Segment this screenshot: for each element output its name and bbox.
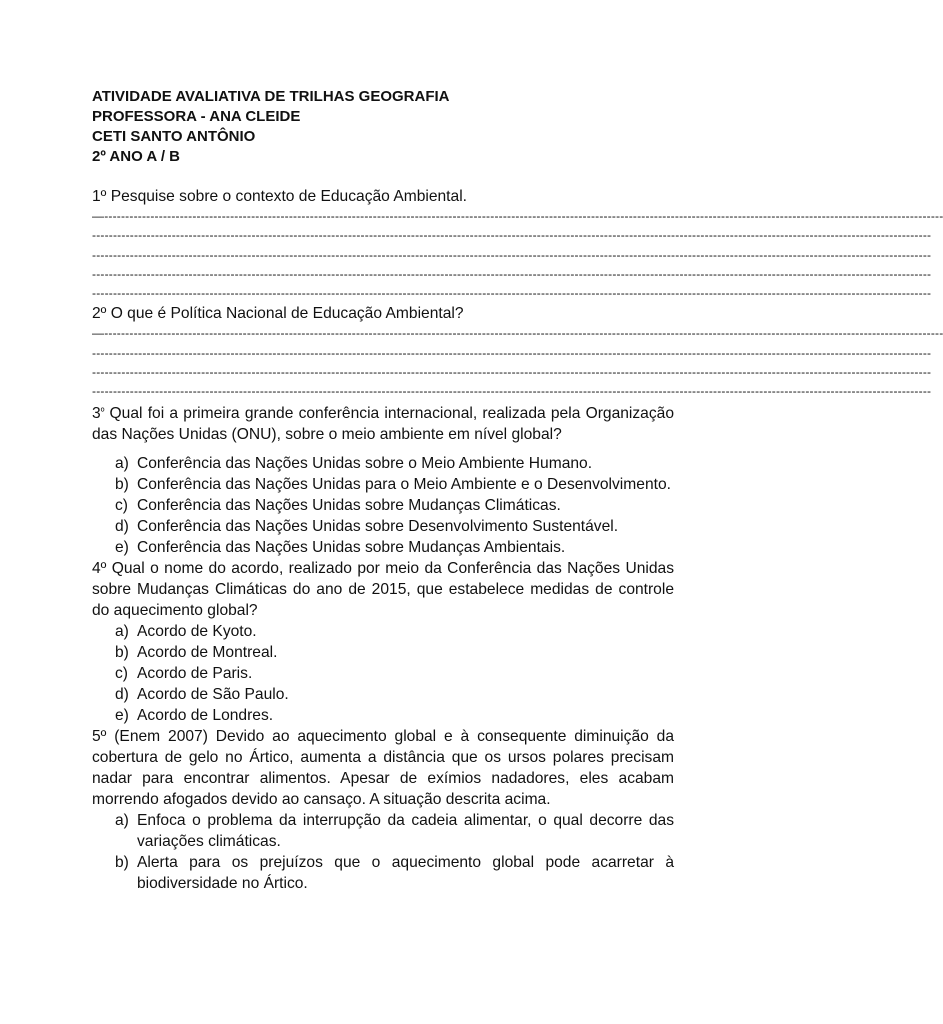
option-letter: d) bbox=[115, 517, 129, 535]
option-item[interactable] bbox=[92, 474, 674, 495]
option-text: Acordo de Londres. bbox=[137, 706, 274, 724]
question-2-text: 2º O que é Política Nacional de Educação Ambiental? bbox=[92, 305, 464, 323]
question-3-ordinal: º bbox=[100, 406, 105, 418]
option-text: Enfoca o problema da interrupção da cadeia alimentar, o qual decorre das variações climáticas. bbox=[137, 811, 674, 850]
option-text: Acordo de Kyoto. bbox=[137, 622, 257, 640]
option-item[interactable] bbox=[92, 705, 674, 726]
answer-line[interactable]: -------------------------------------------------------------------------------------------------------------------------------------------------------------------------------------------------------- bbox=[92, 365, 932, 380]
header-school: CETI SANTO ANTÔNIO bbox=[92, 128, 256, 145]
question-3 bbox=[92, 402, 674, 558]
question-3-text bbox=[92, 402, 674, 445]
option-item[interactable] bbox=[92, 495, 674, 516]
question-5 bbox=[92, 726, 674, 894]
option-letter: b) bbox=[115, 643, 129, 661]
option-letter: d) bbox=[115, 685, 129, 703]
header-title: ATIVIDADE AVALIATIVA DE TRILHAS GEOGRAFIA bbox=[92, 88, 450, 105]
question-4 bbox=[92, 558, 674, 726]
option-letter: a) bbox=[115, 622, 129, 640]
option-letter: c) bbox=[115, 664, 128, 682]
option-text: Conferência das Nações Unidas sobre o Meio Ambiente Humano. bbox=[137, 454, 593, 472]
spacer bbox=[92, 445, 674, 453]
option-letter: a) bbox=[115, 811, 129, 829]
option-item[interactable] bbox=[92, 537, 674, 558]
answer-line[interactable]: -------------------------------------------------------------------------------------------------------------------------------------------------------------------------------------------------------- bbox=[92, 247, 932, 262]
question-1-answer-lines[interactable] bbox=[92, 207, 943, 303]
option-item[interactable] bbox=[92, 621, 674, 642]
option-letter: e) bbox=[115, 706, 129, 724]
answer-line[interactable]: -------------------------------------------------------------------------------------------------------------------------------------------------------------------------------------------------------- bbox=[92, 266, 932, 281]
option-text: Acordo de Montreal. bbox=[137, 643, 278, 661]
header-gap bbox=[92, 167, 674, 186]
option-text: Alerta para os prejuízos que o aquecimento global pode acarretar à biodiversidade no Ártico. bbox=[137, 853, 674, 892]
option-item[interactable] bbox=[92, 642, 674, 663]
question-4-text: 4º Qual o nome do acordo, realizado por meio da Conferência das Nações Unidas sobre Mudanças Climáticas do ano de 2015, que estabelece medidas de controle do aquecimento global? bbox=[92, 559, 674, 619]
option-text: Acordo de São Paulo. bbox=[137, 685, 289, 703]
header-teacher: PROFESSORA - ANA CLEIDE bbox=[92, 108, 301, 125]
question-5-text: 5º (Enem 2007) Devido ao aquecimento global e à consequente diminuição da cobertura de gelo no Ártico, aumenta a distância que os ursos polares precisam nadar para encontrar alimentos. Apesar de exímios nadadores, eles acabam morrendo afogados devido ao cansaço. A situação descrita acima. bbox=[92, 727, 674, 808]
option-text: Conferência das Nações Unidas sobre Desenvolvimento Sustentável. bbox=[137, 517, 619, 535]
option-letter: c) bbox=[115, 496, 128, 514]
answer-line[interactable]: -------------------------------------------------------------------------------------------------------------------------------------------------------------------------------------------------------- bbox=[92, 384, 932, 399]
option-text: Conferência das Nações Unidas sobre Mudanças Climáticas. bbox=[137, 496, 561, 514]
question-2 bbox=[92, 303, 943, 401]
option-item[interactable] bbox=[92, 453, 674, 474]
question-2-answer-lines[interactable] bbox=[92, 324, 943, 401]
question-5-options bbox=[92, 810, 674, 894]
question-4-options bbox=[92, 621, 674, 726]
answer-line[interactable]: -------------------------------------------------------------------------------------------------------------------------------------------------------------------------------------------------------- bbox=[92, 228, 932, 243]
question-1 bbox=[92, 186, 943, 303]
option-item[interactable] bbox=[92, 810, 674, 852]
document-header bbox=[92, 87, 674, 167]
option-item[interactable] bbox=[92, 663, 674, 684]
answer-line[interactable]: — -------------------------------------------------------------------------------------------------------------------------------------------------------------------------------------------------------- bbox=[92, 207, 674, 226]
answer-line[interactable]: -------------------------------------------------------------------------------------------------------------------------------------------------------------------------------------------------------- bbox=[92, 286, 932, 301]
answer-line[interactable]: -------------------------------------------------------------------------------------------------------------------------------------------------------------------------------------------------------- bbox=[92, 345, 932, 360]
answer-line[interactable]: — -------------------------------------------------------------------------------------------------------------------------------------------------------------------------------------------------------- bbox=[92, 324, 674, 343]
question-1-text: 1º Pesquise sobre o contexto de Educação Ambiental. bbox=[92, 188, 467, 205]
option-letter: a) bbox=[115, 454, 129, 472]
question-3-body: Qual foi a primeira grande conferência internacional, realizada pela Organização das Nações Unidas (ONU), sobre o meio ambiente em nível global? bbox=[92, 404, 674, 443]
option-item[interactable] bbox=[92, 516, 674, 537]
header-class: 2º ANO A / B bbox=[92, 148, 180, 165]
question-3-options bbox=[92, 453, 674, 558]
option-text: Acordo de Paris. bbox=[137, 664, 253, 682]
option-letter: b) bbox=[115, 475, 129, 493]
option-letter: e) bbox=[115, 538, 129, 556]
option-item[interactable] bbox=[92, 684, 674, 705]
option-letter: b) bbox=[115, 853, 129, 871]
question-3-number: 3 bbox=[92, 404, 101, 422]
option-text: Conferência das Nações Unidas sobre Mudanças Ambientais. bbox=[137, 538, 566, 556]
option-text: Conferência das Nações Unidas para o Meio Ambiente e o Desenvolvimento. bbox=[137, 475, 671, 493]
option-item[interactable] bbox=[92, 852, 674, 894]
